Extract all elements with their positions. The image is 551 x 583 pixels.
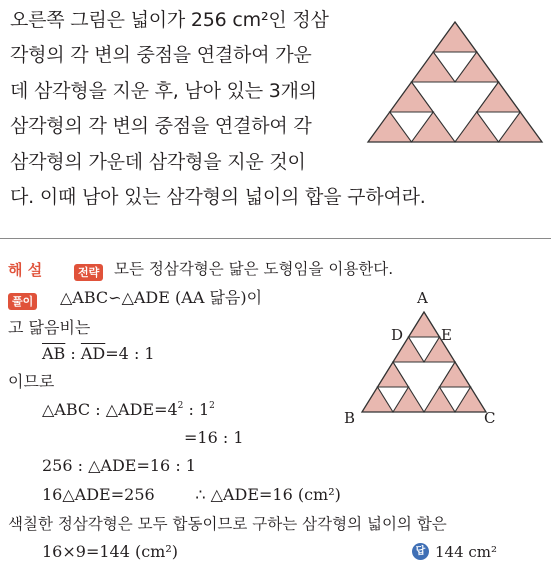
ratio-value: =4 : 1 bbox=[105, 344, 155, 363]
solution-line-8: 16△ADE=256 ∴ △ADE=16 (cm²) bbox=[42, 485, 341, 504]
solution-line-6: =16 : 1 bbox=[184, 428, 244, 447]
answer-value: 144 cm² bbox=[435, 543, 498, 561]
solution-line-5 bbox=[42, 400, 215, 420]
segment-ab: $\overline{AB}$ bbox=[42, 344, 66, 363]
solution-line-7: 256 : △ADE=16 : 1 bbox=[42, 456, 196, 475]
vertex-label-e: E bbox=[441, 326, 452, 344]
solve-tag-label: 풀이 bbox=[8, 293, 37, 310]
strategy-tag-label: 전략 bbox=[74, 264, 103, 281]
problem-line-2: 각형의 각 변의 중점을 연결하여 가운 bbox=[10, 44, 312, 66]
exponent-2: 2 bbox=[209, 401, 215, 411]
solution-line-3 bbox=[42, 344, 155, 364]
section-divider bbox=[0, 238, 551, 239]
problem-line-3: 데 삼각형을 지운 후, 남아 있는 3개의 bbox=[10, 80, 317, 102]
solve-tag bbox=[8, 290, 37, 310]
solution-line-9: 색칠한 정삼각형은 모두 합동이므로 구하는 삼각형의 넓이의 합은 bbox=[8, 515, 447, 533]
problem-line-1: 오른쪽 그림은 넓이가 256 cm²인 정삼 bbox=[10, 9, 329, 31]
ratio-separator: : bbox=[65, 344, 81, 363]
area-ratio-right: : 1 bbox=[183, 400, 210, 419]
problem-sierpinski-figure bbox=[365, 20, 545, 145]
problem-line-6: 다. 이때 남아 있는 삼각형의 넓이의 합을 구하여라. bbox=[10, 186, 426, 208]
solution-line-10: 16×9=144 (cm²) bbox=[42, 542, 179, 561]
solution-sierpinski-figure bbox=[360, 310, 490, 415]
vertex-label-d: D bbox=[391, 326, 404, 344]
strategy-text: 모든 정삼각형은 닮은 도형임을 이용한다. bbox=[114, 260, 394, 278]
exponent-1: 2 bbox=[177, 401, 184, 411]
strategy-tag bbox=[74, 261, 103, 281]
answer-icon: 답 bbox=[412, 543, 429, 560]
solution-header: 해 설 bbox=[8, 261, 43, 279]
problem-line-5: 삼각형의 가운데 삼각형을 지운 것이 bbox=[10, 151, 306, 173]
solution-line-2: 고 닮음비는 bbox=[8, 318, 91, 337]
vertex-label-c: C bbox=[484, 409, 496, 427]
vertex-label-b: B bbox=[344, 409, 356, 427]
solution-line-4: 이므로 bbox=[8, 372, 55, 391]
solution-line-1: △ABC∽△ADE (AA 닮음)이 bbox=[60, 288, 263, 307]
problem-line-4: 삼각형의 각 변의 중점을 연결하여 각 bbox=[10, 115, 312, 137]
vertex-label-a: A bbox=[417, 289, 428, 307]
segment-ad: $\overline{AD}$ bbox=[80, 344, 106, 363]
area-ratio-left: △ABC : △ADE=4 bbox=[42, 400, 178, 419]
